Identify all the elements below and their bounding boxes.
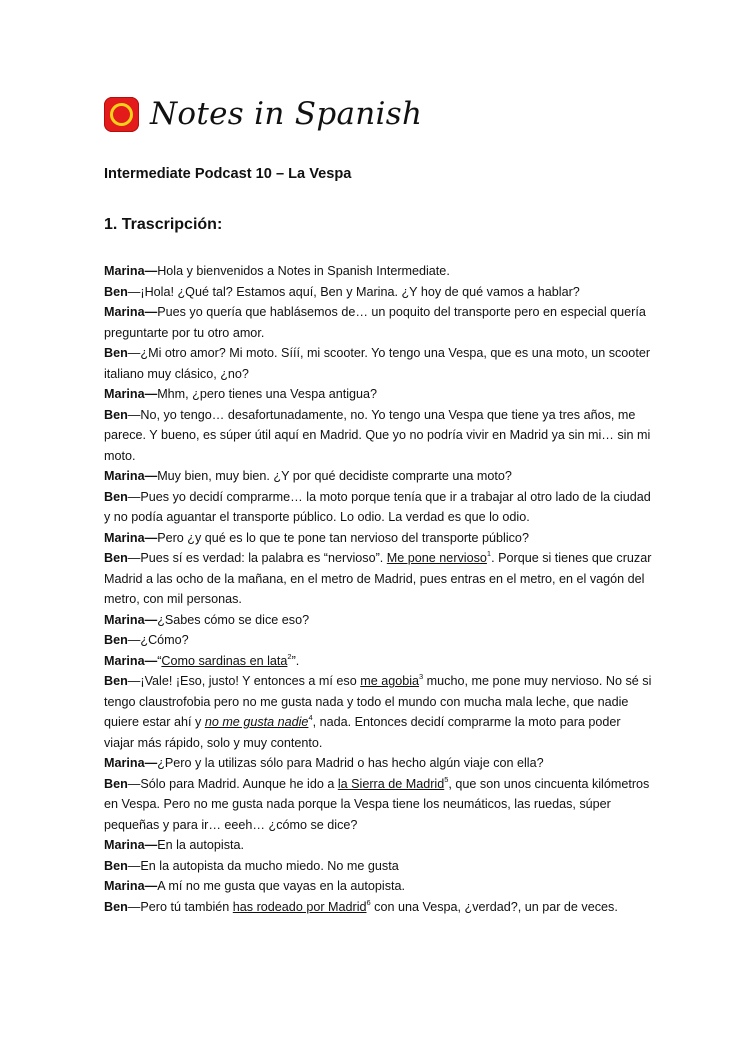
footnote-ref: 4 [308, 713, 313, 722]
utterance-text: Pues yo quería que hablásemos de… un poquito del transporte pero en especial quería preguntarte por tu otro amor. [104, 305, 646, 340]
vocabulary-term: Me pone nervioso [386, 551, 487, 565]
utterance-text: Pues yo decidí comprarme… la moto porque tenía que ir a trabajar al otro lado de la ciudad y no podía aguantar el transporte público. Lo odio. La verdad es que lo odio. [104, 489, 651, 524]
speaker-name: Ben [104, 407, 128, 422]
speaker-name: Marina— [104, 612, 158, 627]
utterance-text: mucho, me pone muy nervioso. No sé si tengo claustrofobia pero no me gusta nada y todo el mundo con mucha mala leche, que nadie quiere estar ahí y [104, 674, 652, 729]
transcript-line [104, 302, 652, 343]
utterance-text: Pero ¿y qué es lo que te pone tan nervioso del transporte público? [157, 530, 529, 545]
utterance-text: ¿Sabes cómo se dice eso? [157, 612, 310, 627]
utterance-text: A mí no me gusta que vayas en la autopista. [157, 879, 406, 893]
speaker-name: Ben [104, 858, 128, 873]
speaker-name: Marina— [104, 530, 158, 545]
transcript-line [104, 487, 652, 528]
speaker-name: Ben [104, 489, 128, 504]
transcript-line [104, 897, 652, 918]
speaker-dash: — [127, 346, 141, 360]
notes-in-spanish-logo-icon [104, 97, 139, 132]
utterance-text: Sólo para Madrid. Aunque he ido a [140, 776, 338, 791]
transcript-line [104, 856, 652, 877]
speaker-dash: — [127, 776, 141, 791]
speaker-dash: — [127, 899, 141, 914]
utterance-text: Pero tú también [140, 899, 233, 914]
speaker-dash: — [127, 551, 141, 565]
speaker-dash: — [127, 407, 141, 422]
speaker-name: Ben [104, 284, 128, 299]
transcript-line [104, 261, 652, 282]
speaker-name: Ben [104, 899, 128, 914]
transcript-line [104, 753, 652, 774]
speaker-name: Marina— [104, 838, 158, 852]
speaker-name: Marina— [104, 756, 158, 770]
utterance-text: Hola y bienvenidos a Notes in Spanish Intermediate. [157, 264, 450, 278]
transcript-line [104, 835, 652, 856]
brand-name: Notes in Spanish [150, 95, 423, 132]
speaker-name: Ben [104, 674, 128, 688]
vocabulary-term: Como sardinas en lata [161, 653, 288, 668]
speaker-name: Marina— [104, 264, 158, 278]
speaker-name: Marina— [104, 469, 158, 483]
transcript-line [104, 774, 652, 836]
utterance-text: ”. [291, 653, 300, 668]
utterance-text: No, yo tengo… desafortunadamente, no. Yo tengo una Vespa que tiene ya tres años, me parece. Y bueno, es súper útil aquí en Madrid. Que yo no podría vivir en Madrid ya sin mi… sin mi moto. [104, 407, 651, 463]
utterance-text: Mhm, ¿pero tienes una Vespa antigua? [157, 387, 378, 401]
speaker-name: Marina— [104, 387, 158, 401]
utterance-text: En la autopista da mucho miedo. No me gusta [140, 858, 399, 873]
utterance-text: ¿Cómo? [140, 633, 189, 647]
footnote-ref: 5 [444, 774, 449, 784]
transcript-line [104, 548, 652, 610]
transcript-line [104, 282, 652, 303]
footnote-ref: 1 [486, 549, 492, 558]
transcript-line [104, 405, 652, 467]
section-title: 1. Trascripción: [104, 216, 223, 233]
document-title: Intermediate Podcast 10 – La Vespa [104, 166, 352, 182]
speaker-dash: — [127, 489, 141, 504]
utterance-text: Pues sí es verdad: la palabra es “nervioso”. [140, 551, 387, 565]
transcript-line [104, 671, 652, 753]
utterance-text: . Porque si tienes que cruzar Madrid a las ocho de la mañana, en el metro de Madrid, pues entras en el metro, en el vagón del metro, con mil personas. [104, 551, 652, 606]
vocabulary-term: no me gusta nadie [204, 715, 309, 729]
transcript-line [104, 651, 652, 672]
transcript-line [104, 466, 652, 487]
speaker-name: Ben [104, 346, 128, 360]
speaker-dash: — [127, 633, 141, 647]
utterance-text: ¡Hola! ¿Qué tal? Estamos aquí, Ben y Marina. ¿Y hoy de qué vamos a hablar? [140, 284, 580, 299]
speaker-name: Ben [104, 551, 128, 565]
vocabulary-term: me agobia [360, 674, 420, 688]
transcript-line [104, 630, 652, 651]
brand-logo [104, 92, 422, 136]
speaker-name: Marina— [104, 879, 158, 893]
utterance-text: ¿Mi otro amor? Mi moto. Sííí, mi scooter. Yo tengo una Vespa, que es una moto, un scooter italiano muy clásico, ¿no? [104, 346, 651, 381]
transcript-line [104, 384, 652, 405]
speaker-dash: — [127, 284, 141, 299]
speaker-dash: — [127, 674, 141, 688]
footnote-ref: 6 [366, 897, 371, 907]
speaker-dash: — [127, 858, 141, 873]
utterance-text: ¿Pero y la utilizas sólo para Madrid o has hecho algún viaje con ella? [157, 756, 544, 770]
transcript-line [104, 876, 652, 897]
transcript-line [104, 610, 652, 631]
footnote-ref: 2 [287, 651, 292, 661]
utterance-text: “ [157, 653, 162, 668]
vocabulary-term: has rodeado por Madrid [232, 899, 367, 914]
transcript-line [104, 343, 652, 384]
utterance-text: En la autopista. [157, 838, 245, 852]
transcript [104, 261, 652, 917]
footnote-ref: 3 [419, 672, 424, 681]
utterance-text: , nada. Entonces decidí comprarme la moto para poder viajar más rápido, solo y muy contento. [104, 715, 621, 750]
speaker-name: Marina— [104, 305, 158, 319]
utterance-text: ¡Vale! ¡Eso, justo! Y entonces a mí eso [140, 674, 361, 688]
utterance-text: , que son unos cincuenta kilómetros en Vespa. Pero no me gusta nada porque la Vespa tiene los neumáticos, las ruedas, súper pequeñas y para ir… eeeh… ¿cómo se dice? [104, 776, 650, 832]
speaker-name: Ben [104, 776, 128, 791]
utterance-text: Muy bien, muy bien. ¿Y por qué decidiste comprarte una moto? [157, 469, 512, 483]
speaker-name: Ben [104, 633, 128, 647]
speaker-name: Marina— [104, 653, 158, 668]
vocabulary-term: la Sierra de Madrid [337, 776, 445, 791]
transcript-line [104, 528, 652, 549]
utterance-text: con una Vespa, ¿verdad?, un par de veces. [370, 899, 618, 914]
